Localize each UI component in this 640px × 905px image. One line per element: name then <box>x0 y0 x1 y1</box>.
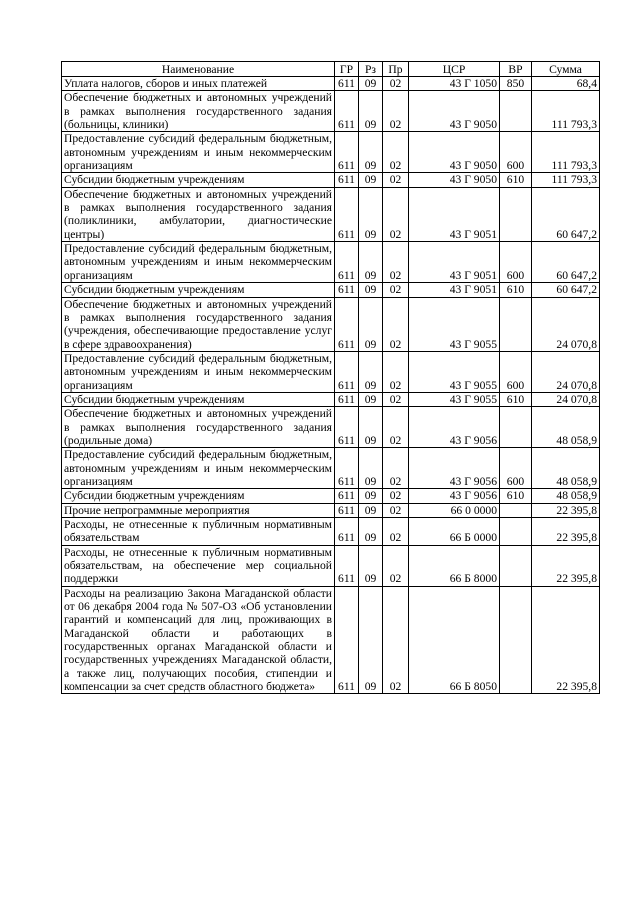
cell-rz: 09 <box>359 351 383 392</box>
cell-name: Предоставление субсидий федеральным бюджетным, автономным учреждениям и иным некоммерческим организациям <box>62 351 335 392</box>
cell-sum: 111 793,3 <box>532 173 600 187</box>
cell-csr: 43 Г 9056 <box>409 489 500 503</box>
table-row <box>62 489 600 503</box>
cell-rz: 09 <box>359 448 383 489</box>
cell-rz: 09 <box>359 518 383 546</box>
header-pr: Пр <box>383 62 409 77</box>
cell-vr: 610 <box>500 283 532 297</box>
cell-rz: 09 <box>359 242 383 283</box>
header-vr: ВР <box>500 62 532 77</box>
cell-csr: 43 Г 9050 <box>409 91 500 132</box>
cell-csr: 43 Г 9056 <box>409 407 500 448</box>
cell-sum: 48 058,9 <box>532 448 600 489</box>
table-row <box>62 132 600 173</box>
table-row <box>62 173 600 187</box>
cell-name: Обеспечение бюджетных и автономных учреждений в рамках выполнения государственного задания (учреждения, обеспечивающие предоставление услуг в сфере здравоохранения) <box>62 297 335 351</box>
cell-vr <box>500 297 532 351</box>
cell-gr: 611 <box>335 586 359 694</box>
cell-rz: 09 <box>359 77 383 91</box>
table-row <box>62 518 600 546</box>
cell-name: Расходы, не отнесенные к публичным нормативным обязательствам, на обеспечение мер социальной поддержки <box>62 545 335 586</box>
cell-pr: 02 <box>383 448 409 489</box>
cell-csr: 43 Г 9050 <box>409 132 500 173</box>
table-row <box>62 503 600 517</box>
cell-csr: 43 Г 9055 <box>409 392 500 406</box>
cell-rz: 09 <box>359 173 383 187</box>
table-row <box>62 91 600 132</box>
cell-vr <box>500 503 532 517</box>
cell-csr: 43 Г 1050 <box>409 77 500 91</box>
cell-pr: 02 <box>383 545 409 586</box>
cell-name: Субсидии бюджетным учреждениям <box>62 489 335 503</box>
cell-rz: 09 <box>359 283 383 297</box>
cell-sum: 60 647,2 <box>532 187 600 241</box>
cell-rz: 09 <box>359 392 383 406</box>
cell-gr: 611 <box>335 297 359 351</box>
cell-gr: 611 <box>335 132 359 173</box>
cell-pr: 02 <box>383 392 409 406</box>
cell-gr: 611 <box>335 518 359 546</box>
cell-gr: 611 <box>335 503 359 517</box>
cell-name: Обеспечение бюджетных и автономных учреждений в рамках выполнения государственного задания (родильные дома) <box>62 407 335 448</box>
cell-rz: 09 <box>359 545 383 586</box>
cell-rz: 09 <box>359 91 383 132</box>
cell-csr: 43 Г 9050 <box>409 173 500 187</box>
table-row <box>62 392 600 406</box>
cell-vr <box>500 187 532 241</box>
cell-pr: 02 <box>383 77 409 91</box>
cell-gr: 611 <box>335 173 359 187</box>
cell-pr: 02 <box>383 242 409 283</box>
cell-gr: 611 <box>335 187 359 241</box>
cell-csr: 66 Б 8050 <box>409 586 500 694</box>
cell-vr: 850 <box>500 77 532 91</box>
cell-sum: 111 793,3 <box>532 91 600 132</box>
cell-rz: 09 <box>359 489 383 503</box>
cell-name: Расходы на реализацию Закона Магаданской области от 06 декабря 2004 года № 507-ОЗ «Об установлении гарантий и компенсаций для лиц, проживающих в Магаданской области и работающих в государственных органах Магаданской области и государственных учреждениях Магаданской области, а также лиц, получающих пособия, стипендии и компенсации за счет средств областного бюджета» <box>62 586 335 694</box>
cell-name: Субсидии бюджетным учреждениям <box>62 392 335 406</box>
cell-rz: 09 <box>359 132 383 173</box>
cell-vr: 600 <box>500 351 532 392</box>
cell-sum: 60 647,2 <box>532 283 600 297</box>
cell-name: Расходы, не отнесенные к публичным нормативным обязательствам <box>62 518 335 546</box>
cell-pr: 02 <box>383 407 409 448</box>
cell-pr: 02 <box>383 173 409 187</box>
cell-csr: 43 Г 9051 <box>409 283 500 297</box>
table-row <box>62 187 600 241</box>
table-row <box>62 297 600 351</box>
cell-pr: 02 <box>383 586 409 694</box>
cell-gr: 611 <box>335 91 359 132</box>
table-row <box>62 351 600 392</box>
table-header-row <box>62 62 600 77</box>
table-row <box>62 242 600 283</box>
cell-csr: 43 Г 9055 <box>409 297 500 351</box>
cell-pr: 02 <box>383 132 409 173</box>
cell-gr: 611 <box>335 351 359 392</box>
header-sum: Сумма <box>532 62 600 77</box>
cell-gr: 611 <box>335 448 359 489</box>
cell-vr: 610 <box>500 173 532 187</box>
cell-gr: 611 <box>335 242 359 283</box>
cell-sum: 22 395,8 <box>532 586 600 694</box>
cell-vr: 600 <box>500 242 532 283</box>
cell-pr: 02 <box>383 283 409 297</box>
cell-csr: 66 Б 8000 <box>409 545 500 586</box>
cell-name: Предоставление субсидий федеральным бюджетным, автономным учреждениям и иным некоммерческим организациям <box>62 132 335 173</box>
cell-vr <box>500 545 532 586</box>
header-name: Наименование <box>62 62 335 77</box>
cell-rz: 09 <box>359 407 383 448</box>
cell-vr: 600 <box>500 132 532 173</box>
cell-gr: 611 <box>335 545 359 586</box>
cell-gr: 611 <box>335 283 359 297</box>
cell-name: Обеспечение бюджетных и автономных учреждений в рамках выполнения государственного задания (больницы, клиники) <box>62 91 335 132</box>
cell-vr <box>500 518 532 546</box>
cell-vr: 600 <box>500 448 532 489</box>
cell-rz: 09 <box>359 503 383 517</box>
cell-gr: 611 <box>335 77 359 91</box>
cell-pr: 02 <box>383 503 409 517</box>
cell-sum: 68,4 <box>532 77 600 91</box>
cell-name: Предоставление субсидий федеральным бюджетным, автономным учреждениям и иным некоммерческим организациям <box>62 242 335 283</box>
cell-sum: 22 395,8 <box>532 545 600 586</box>
table-row <box>62 283 600 297</box>
cell-gr: 611 <box>335 392 359 406</box>
cell-csr: 43 Г 9056 <box>409 448 500 489</box>
cell-vr <box>500 407 532 448</box>
cell-pr: 02 <box>383 518 409 546</box>
table-row <box>62 448 600 489</box>
cell-vr <box>500 91 532 132</box>
cell-name: Предоставление субсидий федеральным бюджетным, автономным учреждениям и иным некоммерческим организациям <box>62 448 335 489</box>
cell-rz: 09 <box>359 187 383 241</box>
cell-sum: 111 793,3 <box>532 132 600 173</box>
cell-name: Прочие непрограммные мероприятия <box>62 503 335 517</box>
cell-vr: 610 <box>500 489 532 503</box>
table-row <box>62 545 600 586</box>
cell-vr: 610 <box>500 392 532 406</box>
cell-rz: 09 <box>359 586 383 694</box>
cell-pr: 02 <box>383 489 409 503</box>
cell-pr: 02 <box>383 91 409 132</box>
cell-gr: 611 <box>335 489 359 503</box>
cell-sum: 24 070,8 <box>532 351 600 392</box>
cell-csr: 43 Г 9055 <box>409 351 500 392</box>
cell-sum: 22 395,8 <box>532 518 600 546</box>
cell-csr: 66 0 0000 <box>409 503 500 517</box>
cell-name: Субсидии бюджетным учреждениям <box>62 283 335 297</box>
header-gr: ГР <box>335 62 359 77</box>
cell-csr: 43 Г 9051 <box>409 187 500 241</box>
cell-sum: 48 058,9 <box>532 407 600 448</box>
budget-table <box>61 61 600 694</box>
cell-pr: 02 <box>383 187 409 241</box>
cell-pr: 02 <box>383 297 409 351</box>
cell-name: Обеспечение бюджетных и автономных учреждений в рамках выполнения государственного задания (поликлиники, амбулатории, диагностические центры) <box>62 187 335 241</box>
cell-vr <box>500 586 532 694</box>
cell-gr: 611 <box>335 407 359 448</box>
cell-sum: 48 058,9 <box>532 489 600 503</box>
header-rz: Рз <box>359 62 383 77</box>
header-csr: ЦСР <box>409 62 500 77</box>
cell-name: Уплата налогов, сборов и иных платежей <box>62 77 335 91</box>
table-row <box>62 586 600 694</box>
cell-name: Субсидии бюджетным учреждениям <box>62 173 335 187</box>
cell-pr: 02 <box>383 351 409 392</box>
cell-csr: 43 Г 9051 <box>409 242 500 283</box>
cell-rz: 09 <box>359 297 383 351</box>
table-row <box>62 407 600 448</box>
cell-sum: 24 070,8 <box>532 297 600 351</box>
table-row <box>62 77 600 91</box>
cell-csr: 66 Б 0000 <box>409 518 500 546</box>
cell-sum: 22 395,8 <box>532 503 600 517</box>
cell-sum: 60 647,2 <box>532 242 600 283</box>
cell-sum: 24 070,8 <box>532 392 600 406</box>
